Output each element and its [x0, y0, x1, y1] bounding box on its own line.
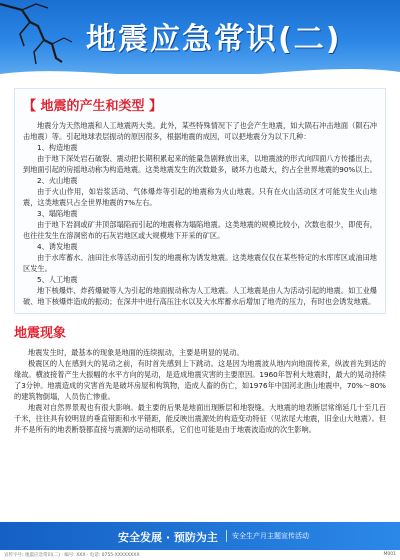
content-area	[14, 88, 386, 435]
footer-event: 安全生产月主题宣传活动	[232, 532, 309, 540]
section-heading-phenomena: 地震现象	[14, 326, 67, 341]
footer-banner	[0, 522, 400, 550]
type-text: 由于火山作用，如岩浆活动、气体爆炸等引起的地震称为火山地震。只有在火山活动区才可能发生火山地震，这类地震只占全世界地震的7%左右。	[23, 187, 377, 207]
footer-divider	[226, 530, 227, 542]
section-earthquake-types	[14, 88, 386, 314]
type-title: 2、火山地震	[37, 176, 78, 185]
section-earthquake-phenomena	[14, 347, 386, 435]
header-banner	[0, 0, 400, 74]
type-text: 由于地下深处岩石破裂、震动把长期积累起来的能量急剧释放出来，以地震波的形式向四面八方传播出去，到地面引起的房摇地动称为构造地震。这类地震发生的次数最多，破坏力也最大，约占全世界地震的90%以上。	[23, 154, 377, 174]
intro-paragraph: 地震分为天然地震和人工地震两大类。此外，某些特殊情况下了也会产生地震，如大陨石冲击地面（陨石冲击地震）等。引起地球表层振动的原因很多，根据地震的成因，可以把地震分为以下几种：	[23, 121, 377, 141]
phenomena-paragraph: 极震区的人在感到大的晃动之前，有时首先感到上下跳动。这是因为地震波从地内向地面传来，纵波首先到达的缘故。横波接着产生大振幅的水平方向的晃动，是造成地震灾害的主要原因。1960年智利大地震时，最大的晃动持续了3分钟。地震造成的灾害首先是破坏房屋和构筑物，造成人畜的伤亡，如1976年中国河北唐山地震中，70%～80%的建筑物倒塌，人员伤亡惨重。	[14, 359, 386, 401]
type-title: 5、人工地震	[37, 275, 78, 284]
type-title: 1、构造地震	[37, 143, 78, 152]
type-title: 4、诱发地震	[37, 242, 78, 251]
phenomena-paragraph: 地震发生时，最基本的现象是地面的连续振动，主要是明显的晃动。	[28, 348, 244, 357]
type-text: 由于地下岩洞或矿井顶部塌陷而引起的地震称为塌陷地震。这类地震的规模比较小，次数也很少，即使有，也往往发生在溶洞密布的石灰岩地区或大规模地下开采的矿区。	[23, 220, 377, 240]
poster-code: M001	[383, 552, 396, 557]
header-wave	[0, 62, 400, 74]
section-heading-types: 【 地震的产生和类型 】	[23, 99, 163, 114]
phenomena-paragraph: 地震对自然界景观也有很大影响。最主要的后果是地面出现断层和地裂缝。大地震的地表断层常绵延几十至几百千米，往往具有较明显的垂直错距和水平错距，能反映出震源处的构造变动特征（见浓尾大地震，旧金山大地震）。但并不是所有的地表断裂都直接与震源的运动相联系，它们也可能是由于地震波造成的次生影响。	[14, 403, 386, 434]
type-text: 由于水库蓄水、油田注水等活动而引发的地震称为诱发地震。这类地震仅仅在某些特定的水库库区或油田地区发生。	[23, 253, 377, 273]
page-title: 地震应急常识(二)	[86, 22, 342, 57]
bottom-info-bar	[0, 551, 400, 560]
publisher-info: 宣传字号: 地震应急常识(二) · 编号: XXX · 电话: 0755-XXXXXXXX	[4, 553, 140, 558]
type-title: 3、塌陷地震	[37, 209, 78, 218]
footer-slogan: 安全发展 · 预防为主	[118, 531, 218, 544]
type-text: 地下核爆炸、炸药爆破等人为引起的地面振动称为人工地震。人工地震是由人为活动引起的地震。如工业爆破、地下核爆炸造成的振动；在深井中进行高压注水以及大水库蓄水后增加了地壳的压力，有时也会诱发地震。	[23, 286, 377, 306]
